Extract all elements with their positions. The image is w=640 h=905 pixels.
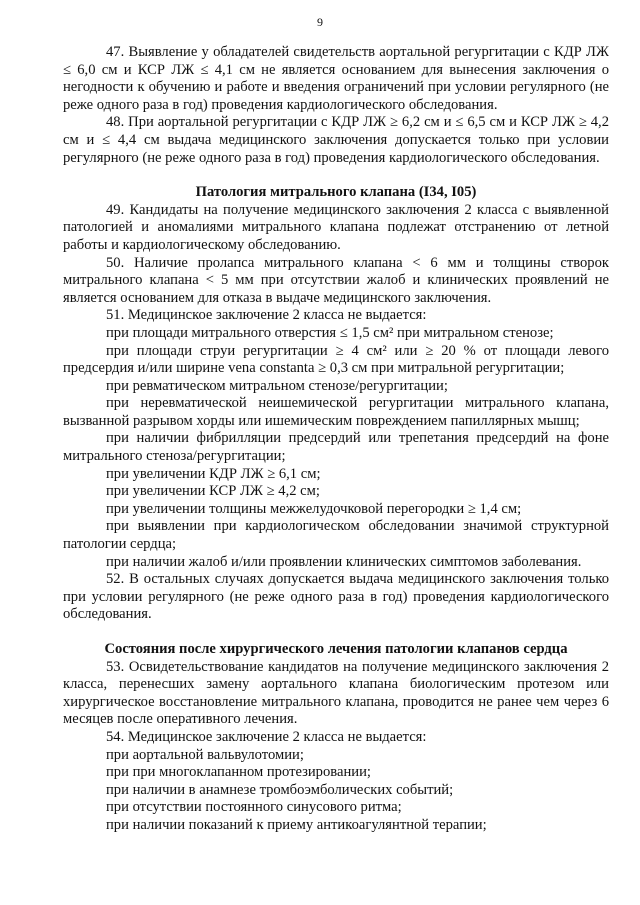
list-item: при наличии жалоб и/или проявлении клинических симптомов заболевания.: [106, 553, 582, 570]
list-item: при увеличении толщины межжелудочковой перегородки ≥ 1,4 см;: [106, 500, 522, 517]
list-item: при наличии показаний к приему антикоагулянтной терапии;: [106, 816, 487, 833]
paragraph-54: 54. Медицинское заключение 2 класса не выдается:: [106, 728, 427, 745]
section-heading-mitral-valve: Патология митрального клапана (I34, I05): [195, 184, 477, 201]
paragraph-49: 49. Кандидаты на получение медицинского заключения 2 класса с выявленной патологией и аномалиями митрального клапана подлежат отстранению от летной работы и кардиологическому обследованию.: [63, 201, 609, 253]
paragraph-50: 50. Наличие пролапса митрального клапана < 6 мм и толщины створок митрального клапана < 5 мм при отсутствии жалоб и клинических проявлений не является основанием для отказа в выдаче медицинского заключения.: [63, 254, 609, 306]
paragraph-51: 51. Медицинское заключение 2 класса не выдается:: [106, 307, 427, 324]
document-body: [63, 44, 609, 835]
section-heading-valve-surgery: Состояния после хирургического лечения патологии клапанов сердца: [104, 641, 568, 657]
list-item: при неревматической неишемической регургитации митрального клапана, вызванной разрывом хорды или ишемическим повреждением папиллярных мышц;: [63, 395, 609, 429]
paragraph-47: 47. Выявление у обладателей свидетельств аортальной регургитации с КДР ЛЖ ≤ 6,0 см и КСР ЛЖ ≤ 4,1 см не является основанием для вынесения заключения о негодности к обучению и работе и введения ограничений при условии регулярного (не реже одного раза в год) проведения кардиологического обследования.: [63, 44, 609, 113]
list-item: при увеличении КСР ЛЖ ≥ 4,2 см;: [106, 483, 320, 500]
list-item: при наличии в анамнезе тромбоэмболических событий;: [106, 781, 454, 798]
list-item: при площади струи регургитации ≥ 4 см² или ≥ 20 % от площади левого предсердия и/или ширине vena constanta ≥ 0,3 см при митральной регургитации;: [63, 342, 609, 377]
list-item: при ревматическом митральном стенозе/регургитации;: [106, 377, 448, 394]
list-item: при отсутствии постоянного синусового ритма;: [106, 799, 402, 816]
list-item: при площади митрального отверстия ≤ 1,5 см² при митральном стенозе;: [106, 324, 554, 341]
paragraph-52: 52. В остальных случаях допускается выдача медицинского заключения только при условии регулярного (не реже одного раза в год) проведения кардиологического обследования.: [63, 571, 609, 623]
list-item: при при многоклапанном протезировании;: [106, 764, 371, 781]
list-item: при выявлении при кардиологическом обследовании значимой структурной патологии сердца;: [63, 518, 609, 553]
list-item: при аортальной вальвулотомии;: [106, 746, 304, 763]
list-item: при наличии фибрилляции предсердий или трепетания предсердий на фоне митрального стеноза/регургитации;: [63, 430, 609, 465]
list-item: при увеличении КДР ЛЖ ≥ 6,1 см;: [106, 465, 321, 482]
page-number: 9: [317, 15, 323, 29]
paragraph-48: 48. При аортальной регургитации с КДР ЛЖ ≥ 6,2 см и ≤ 6,5 см и КСР ЛЖ ≥ 4,2 см и ≤ 4,4 см выдача медицинского заключения допускается только при условии регулярного (не реже одного раза в год) проведения кардиологического обследования.: [63, 114, 609, 166]
paragraph-53: 53. Освидетельствование кандидатов на получение медицинского заключения 2 класса, перенесших замену аортального клапана биологическим протезом или хирургическое восстановление митрального клапана, проводится не ранее чем через 6 месяцев после оперативного лечения.: [63, 658, 609, 728]
